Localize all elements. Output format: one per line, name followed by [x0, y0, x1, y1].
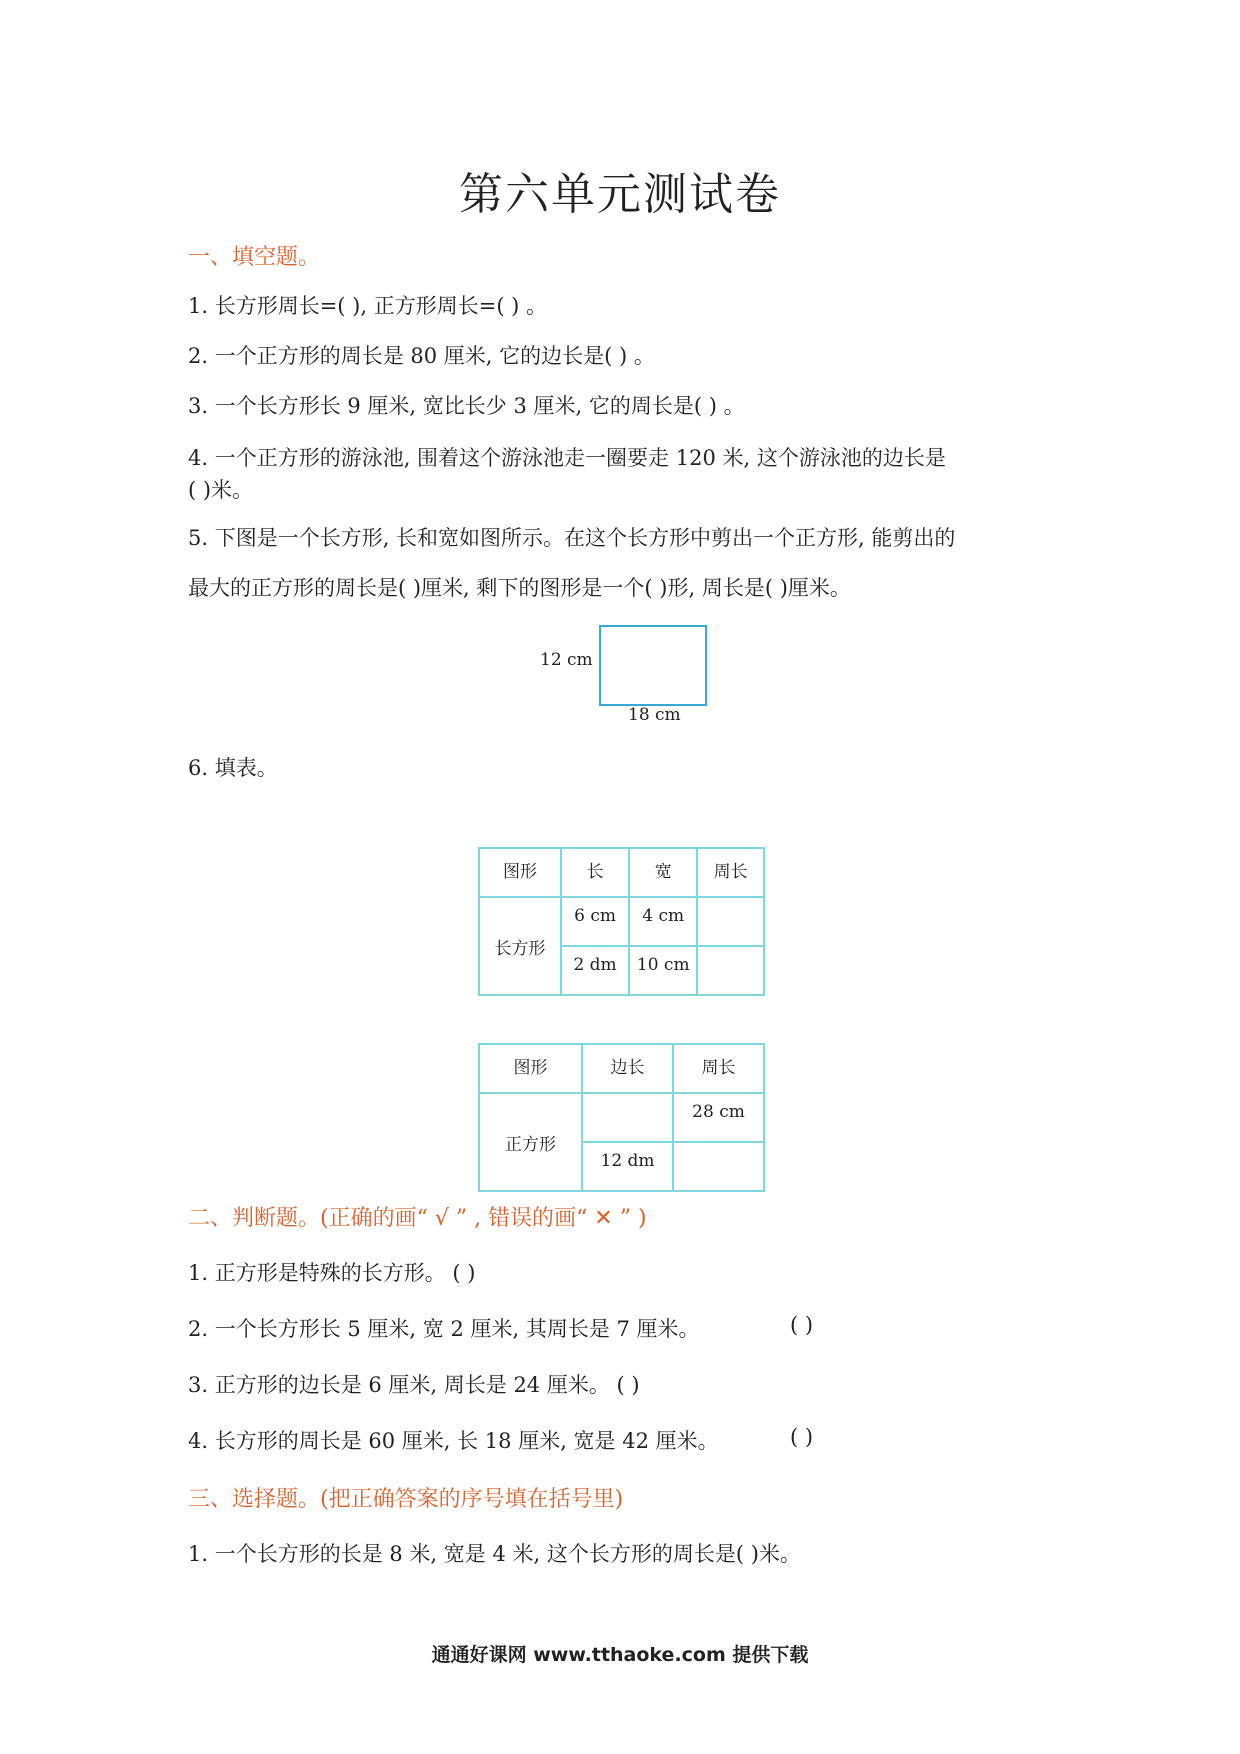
header-length: 长 — [561, 848, 629, 897]
judgement-2-answer: ( ) — [790, 1313, 814, 1337]
choice-1: 1. 一个长方形的长是 8 米, 宽是 4 米, 这个长方形的周长是( )米。 — [188, 1542, 801, 1566]
section-3-heading: 三、选择题。(把正确答案的序号填在括号里) — [188, 1487, 624, 1512]
table-cell-blank — [697, 897, 764, 946]
table-cell: 12 dm — [582, 1142, 673, 1191]
width-label: 18 cm — [628, 705, 681, 725]
header-width: 宽 — [629, 848, 697, 897]
header-shape: 图形 — [479, 848, 561, 897]
table-cell-blank — [697, 946, 764, 995]
table-cell: 6 cm — [561, 897, 629, 946]
judgement-3: 3. 正方形的边长是 6 厘米, 周长是 24 厘米。 ( ) — [188, 1373, 640, 1397]
section-2-heading: 二、判断题。(正确的画“ √ ” , 错误的画“ ✕ ” ) — [188, 1206, 647, 1231]
judgement-2: 2. 一个长方形长 5 厘米, 宽 2 厘米, 其周长是 7 厘米。 — [188, 1317, 700, 1341]
table-cell-blank — [673, 1142, 764, 1191]
question-1-2: 2. 一个正方形的周长是 80 厘米, 它的边长是( ) 。 — [188, 344, 655, 368]
table-cell: 4 cm — [629, 897, 697, 946]
shape-cell: 正方形 — [479, 1093, 582, 1191]
table-cell: 28 cm — [673, 1093, 764, 1142]
question-1-4-line-1: 4. 一个正方形的游泳池, 围着这个游泳池走一圈要走 120 米, 这个游泳池的边长是 — [188, 446, 946, 470]
section-1-heading: 一、填空题。 — [188, 245, 321, 270]
judgement-1: 1. 正方形是特殊的长方形。 ( ) — [188, 1261, 476, 1285]
table-cell: 2 dm — [561, 946, 629, 995]
header-shape: 图形 — [479, 1044, 582, 1093]
table-cell-blank — [582, 1093, 673, 1142]
header-side: 边长 — [582, 1044, 673, 1093]
height-label: 12 cm — [540, 650, 593, 670]
square-table — [478, 1043, 765, 1192]
header-perimeter: 周长 — [673, 1044, 764, 1093]
rectangle-shape — [599, 625, 707, 706]
footer-text: 通通好课网 www.tthaoke.com 提供下载 — [431, 1644, 809, 1666]
page-title: 第六单元测试卷 — [459, 169, 781, 220]
question-1-1: 1. 长方形周长=( ), 正方形周长=( ) 。 — [188, 294, 548, 318]
question-1-5-line-1: 5. 下图是一个长方形, 长和宽如图所示。在这个长方形中剪出一个正方形, 能剪出的 — [188, 526, 956, 550]
table-cell: 10 cm — [629, 946, 697, 995]
shape-cell: 长方形 — [479, 897, 561, 995]
rectangle-table — [478, 847, 765, 996]
question-1-5-line-2: 最大的正方形的周长是( )厘米, 剩下的图形是一个( )形, 周长是( )厘米。 — [188, 576, 851, 600]
judgement-4: 4. 长方形的周长是 60 厘米, 长 18 厘米, 宽是 42 厘米。 — [188, 1429, 719, 1453]
header-perimeter: 周长 — [697, 848, 764, 897]
question-1-3: 3. 一个长方形长 9 厘米, 宽比长少 3 厘米, 它的周长是( ) 。 — [188, 394, 745, 418]
question-1-4-line-2: ( )米。 — [188, 478, 254, 502]
question-1-6: 6. 填表。 — [188, 756, 278, 780]
judgement-4-answer: ( ) — [790, 1425, 814, 1449]
